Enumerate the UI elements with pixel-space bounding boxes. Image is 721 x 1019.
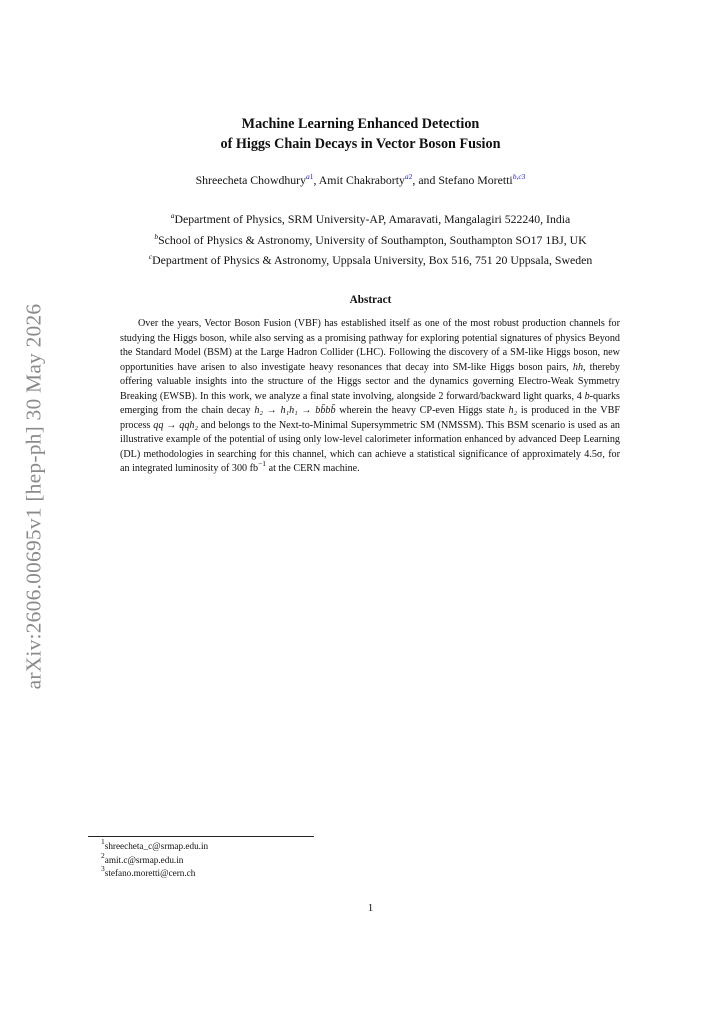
page-number: 1 bbox=[367, 902, 374, 914]
footnote-item[interactable]: $^2$amit.c@srmap.edu.in bbox=[101, 850, 184, 865]
significance-value: 4.5σ bbox=[584, 448, 603, 460]
title-line-2: of Higgs Chain Decays in Vector Boson Fusion bbox=[220, 136, 501, 152]
paper-title bbox=[0, 114, 721, 154]
arxiv-identifier-sidebar bbox=[12, 290, 56, 702]
author-list: Shreecheta Chowdhury$^{a1}$, Amit Chakraborty$^{a2}$, and Stefano Moretti$^{b,c3}$ bbox=[195, 172, 526, 187]
affiliation-item: $^a$Department of Physics, SRM University-AP, Amaravati, Mangalagiri 522240, India bbox=[170, 211, 571, 226]
affiliation-mark[interactable]: b,c3 bbox=[512, 172, 526, 181]
affiliation-mark[interactable]: a2 bbox=[404, 172, 413, 181]
title-line-1: Machine Learning Enhanced Detection bbox=[241, 116, 480, 132]
footnote-list bbox=[101, 837, 209, 881]
footnote-item[interactable]: $^1$shreecheta_c@srmap.edu.in bbox=[101, 837, 209, 851]
affiliation-list bbox=[0, 209, 721, 271]
arxiv-identifier-text: arXiv:2606.00695v1 [hep-ph] 30 May 2026 bbox=[21, 303, 46, 689]
abstract-body: Over the years, Vector Boson Fusion (VBF) has established itself as one of the most robust production channels for studying the Higgs boson, while also serving as a promising pathway for exploring potential signatures of physics Beyond the Standard Model (BSM) at the Large Hadron Collider (LHC). Following the discovery of a SM-like Higgs boson, new opportunities have arisen to also investigate heavy resonances that decay into SM-like Higgs boson pairs, hh, thereby offering valuable insights into the structure of the Higgs sector and the dynamics governing Electro-Weak Symmetry Breaking (EWSB). In this work, we analyze a final state involving, alongside 2 forward/backward light quarks, 4 b-quarks emerging from the chain decay h₂ → h₁h₁ → bb̄bb̄ wherein the heavy CP-even Higgs state h₂ is produced in the VBF process qq → qqh₂ and belongs to the Next-to-Minimal Supersymmetric SM (NMSSM). This BSM scenario is used as an illustrative example of the potential of using only low-level calorimeter information enhanced by advanced Deep Learning (DL) methodologies in searching for this channel, which can achieve a statistical significance of approximately 4.5σ, for an integrated luminosity of 300 fb$^{-1}$ at the CERN machine. bbox=[120, 318, 620, 474]
affiliation-item: $^c$Department of Physics & Astronomy, Uppsala University, Box 516, 751 20 Uppsala, Sweden bbox=[148, 252, 593, 267]
author-name: Stefano Moretti bbox=[438, 173, 513, 187]
author-name: Amit Chakraborty bbox=[318, 173, 405, 187]
abstract-heading: Abstract bbox=[349, 294, 392, 306]
process-formula: qq → qqh₂ bbox=[153, 419, 199, 431]
decay-chain-formula: h₂ → h₁h₁ → bb̄bb̄ bbox=[254, 405, 336, 416]
affiliation-mark[interactable]: a1 bbox=[306, 172, 314, 181]
footnote-divider bbox=[88, 836, 314, 837]
affiliation-item: $^b$School of Physics & Astronomy, University of Southampton, Southampton SO17 1BJ, UK bbox=[154, 231, 587, 247]
footnote-item[interactable]: $^3$stefano.moretti@cern.ch bbox=[101, 864, 196, 878]
author-name: Shreecheta Chowdhury bbox=[195, 173, 306, 187]
